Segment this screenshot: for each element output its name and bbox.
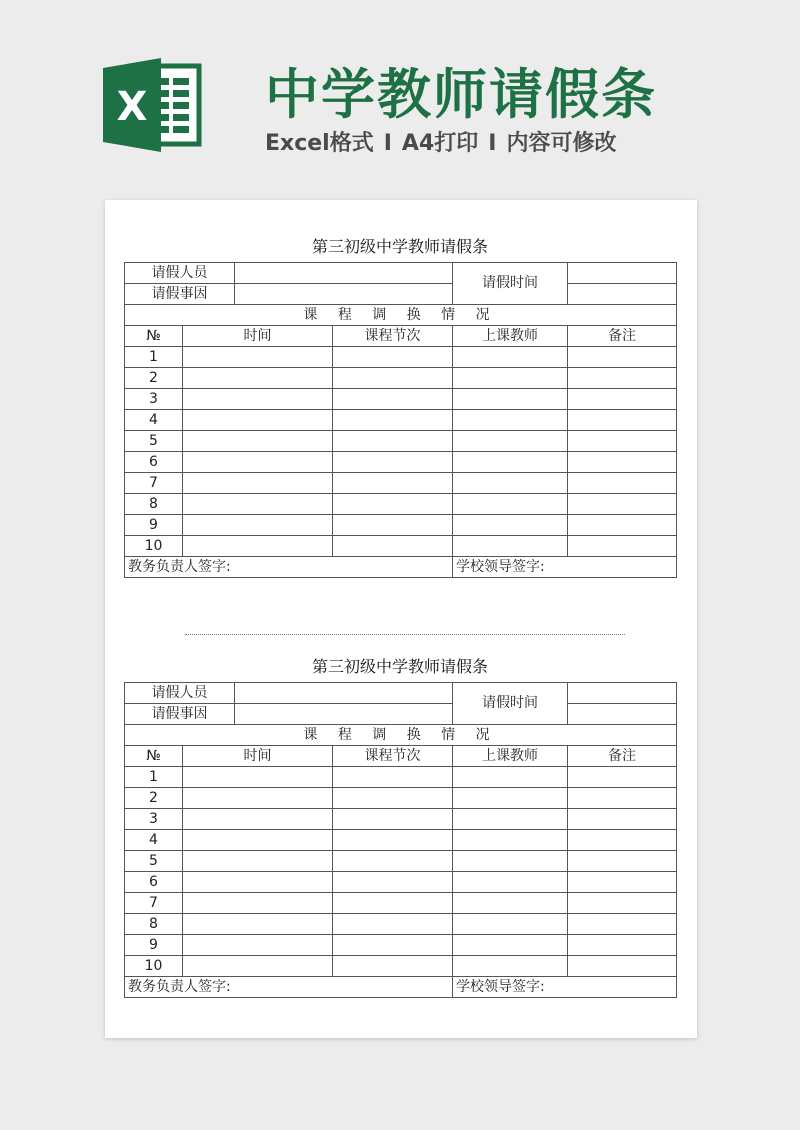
remarks-cell[interactable] [568, 956, 677, 977]
row-number: 8 [125, 914, 183, 935]
period-cell[interactable] [333, 431, 453, 452]
time-cell[interactable] [183, 536, 333, 557]
teacher-cell[interactable] [453, 410, 568, 431]
teacher-cell[interactable] [453, 914, 568, 935]
column-header-no: № [125, 746, 183, 767]
reason-label: 请假事因 [125, 284, 235, 305]
teacher-cell[interactable] [453, 389, 568, 410]
page-header [0, 0, 800, 190]
teacher-cell[interactable] [453, 368, 568, 389]
time-cell[interactable] [183, 788, 333, 809]
remarks-cell[interactable] [568, 893, 677, 914]
table-row [125, 347, 677, 368]
document-paper [105, 200, 697, 1038]
row-number: 1 [125, 347, 183, 368]
row-number: 5 [125, 851, 183, 872]
teacher-cell[interactable] [453, 809, 568, 830]
table-row [125, 893, 677, 914]
logo-letter: X [116, 84, 148, 130]
leave-table [124, 682, 677, 998]
leader-signature[interactable]: 学校领导签字: [453, 977, 677, 998]
table-row [125, 536, 677, 557]
table-row [125, 956, 677, 977]
column-header-time: 时间 [183, 746, 333, 767]
column-header-teacher: 上课教师 [453, 326, 568, 347]
remarks-cell[interactable] [568, 788, 677, 809]
cut-line-divider [185, 634, 625, 635]
remarks-cell[interactable] [568, 494, 677, 515]
teacher-cell[interactable] [453, 473, 568, 494]
period-cell[interactable] [333, 368, 453, 389]
period-cell[interactable] [333, 830, 453, 851]
teacher-cell[interactable] [453, 452, 568, 473]
teacher-cell[interactable] [453, 956, 568, 977]
row-number: 7 [125, 893, 183, 914]
table-row [125, 683, 677, 704]
table-row [125, 473, 677, 494]
remarks-cell[interactable] [568, 452, 677, 473]
remarks-cell[interactable] [568, 872, 677, 893]
page-subtitle [265, 126, 745, 157]
leave-time-value-cell[interactable] [568, 263, 677, 284]
table-row [125, 284, 677, 305]
table-row [125, 410, 677, 431]
column-header-time: 时间 [183, 326, 333, 347]
time-cell[interactable] [183, 767, 333, 788]
leave-time-value-cell[interactable] [568, 284, 677, 305]
subtitle-print: A4打印 [401, 131, 479, 156]
leave-time-value-cell[interactable] [568, 683, 677, 704]
time-cell[interactable] [183, 872, 333, 893]
time-cell[interactable] [183, 914, 333, 935]
table-row [125, 935, 677, 956]
teacher-cell[interactable] [453, 515, 568, 536]
teacher-cell[interactable] [453, 767, 568, 788]
row-number: 2 [125, 788, 183, 809]
schedule-section-title: 课 程 调 换 情 况 [125, 725, 677, 746]
teacher-cell[interactable] [453, 536, 568, 557]
teacher-cell[interactable] [453, 872, 568, 893]
row-number: 1 [125, 767, 183, 788]
remarks-cell[interactable] [568, 851, 677, 872]
remarks-cell[interactable] [568, 389, 677, 410]
teacher-cell[interactable] [453, 788, 568, 809]
leader-signature[interactable]: 学校领导签字: [453, 557, 677, 578]
row-number: 10 [125, 536, 183, 557]
remarks-cell[interactable] [568, 809, 677, 830]
time-cell[interactable] [183, 347, 333, 368]
period-cell[interactable] [333, 473, 453, 494]
row-number: 2 [125, 368, 183, 389]
signature-row [125, 977, 677, 998]
row-number: 6 [125, 452, 183, 473]
table-row [125, 263, 677, 284]
period-cell[interactable] [333, 494, 453, 515]
row-number: 6 [125, 872, 183, 893]
column-header-teacher: 上课教师 [453, 746, 568, 767]
person-value-cell[interactable] [235, 263, 453, 284]
affairs-signature[interactable]: 教务负责人签字: [125, 557, 453, 578]
teacher-cell[interactable] [453, 893, 568, 914]
remarks-cell[interactable] [568, 368, 677, 389]
period-cell[interactable] [333, 389, 453, 410]
reason-label: 请假事因 [125, 704, 235, 725]
form-title: 第三初级中学教师请假条 [311, 237, 488, 256]
table-row [125, 431, 677, 452]
table-row [125, 830, 677, 851]
table-row [125, 788, 677, 809]
remarks-cell[interactable] [568, 347, 677, 368]
time-cell[interactable] [183, 515, 333, 536]
time-cell[interactable] [183, 851, 333, 872]
table-header-row [125, 746, 677, 767]
period-cell[interactable] [333, 893, 453, 914]
row-number: 9 [125, 515, 183, 536]
time-cell[interactable] [183, 830, 333, 851]
reason-value-cell[interactable] [235, 284, 453, 305]
row-number: 10 [125, 956, 183, 977]
teacher-cell[interactable] [453, 935, 568, 956]
time-cell[interactable] [183, 494, 333, 515]
remarks-cell[interactable] [568, 767, 677, 788]
table-row [125, 452, 677, 473]
row-number: 9 [125, 935, 183, 956]
table-row [125, 704, 677, 725]
column-header-period: 课程节次 [333, 746, 453, 767]
leave-form-1 [124, 236, 676, 578]
row-number: 4 [125, 830, 183, 851]
row-number: 4 [125, 410, 183, 431]
reason-value-cell[interactable] [235, 704, 453, 725]
subtitle-editable: 内容可修改 [506, 131, 617, 156]
column-header-remarks: 备注 [568, 326, 677, 347]
schedule-section-title: 课 程 调 换 情 况 [125, 305, 677, 326]
remarks-cell[interactable] [568, 410, 677, 431]
signature-row [125, 557, 677, 578]
table-row [125, 515, 677, 536]
table-row [125, 914, 677, 935]
time-cell[interactable] [183, 893, 333, 914]
period-cell[interactable] [333, 872, 453, 893]
period-cell[interactable] [333, 536, 453, 557]
subtitle-separator: I [383, 131, 392, 156]
period-cell[interactable] [333, 809, 453, 830]
page-title: 中学教师请假条 [265, 63, 657, 126]
row-number: 8 [125, 494, 183, 515]
leave-time-value-cell[interactable] [568, 704, 677, 725]
time-cell[interactable] [183, 410, 333, 431]
remarks-cell[interactable] [568, 536, 677, 557]
person-label: 请假人员 [125, 683, 235, 704]
table-row [125, 389, 677, 410]
table-row [125, 494, 677, 515]
period-cell[interactable] [333, 914, 453, 935]
table-row [125, 872, 677, 893]
row-number: 7 [125, 473, 183, 494]
remarks-cell[interactable] [568, 473, 677, 494]
row-number: 5 [125, 431, 183, 452]
time-cell[interactable] [183, 935, 333, 956]
leave-form-2 [124, 656, 676, 998]
teacher-cell[interactable] [453, 494, 568, 515]
teacher-cell[interactable] [453, 851, 568, 872]
period-cell[interactable] [333, 956, 453, 977]
period-cell[interactable] [333, 410, 453, 431]
period-cell[interactable] [333, 452, 453, 473]
time-cell[interactable] [183, 809, 333, 830]
time-cell[interactable] [183, 431, 333, 452]
table-row [125, 767, 677, 788]
time-cell[interactable] [183, 473, 333, 494]
leave-time-label: 请假时间 [453, 263, 568, 305]
period-cell[interactable] [333, 347, 453, 368]
affairs-signature[interactable]: 教务负责人签字: [125, 977, 453, 998]
form-title: 第三初级中学教师请假条 [311, 657, 488, 676]
excel-logo-icon [103, 56, 203, 154]
remarks-cell[interactable] [568, 914, 677, 935]
teacher-cell[interactable] [453, 431, 568, 452]
period-cell[interactable] [333, 788, 453, 809]
remarks-cell[interactable] [568, 935, 677, 956]
time-cell[interactable] [183, 389, 333, 410]
leave-time-label: 请假时间 [453, 683, 568, 725]
teacher-cell[interactable] [453, 830, 568, 851]
time-cell[interactable] [183, 956, 333, 977]
column-header-period: 课程节次 [333, 326, 453, 347]
teacher-cell[interactable] [453, 347, 568, 368]
row-number: 3 [125, 809, 183, 830]
remarks-cell[interactable] [568, 830, 677, 851]
row-number: 3 [125, 389, 183, 410]
table-header-row [125, 326, 677, 347]
time-cell[interactable] [183, 452, 333, 473]
subtitle-format: Excel格式 [265, 131, 374, 156]
period-cell[interactable] [333, 935, 453, 956]
period-cell[interactable] [333, 767, 453, 788]
person-value-cell[interactable] [235, 683, 453, 704]
column-header-remarks: 备注 [568, 746, 677, 767]
time-cell[interactable] [183, 368, 333, 389]
table-row [125, 368, 677, 389]
remarks-cell[interactable] [568, 515, 677, 536]
table-row [125, 305, 677, 326]
table-row [125, 725, 677, 746]
subtitle-separator: I [488, 131, 497, 156]
table-row [125, 809, 677, 830]
remarks-cell[interactable] [568, 431, 677, 452]
table-row [125, 851, 677, 872]
leave-table [124, 262, 677, 578]
period-cell[interactable] [333, 515, 453, 536]
person-label: 请假人员 [125, 263, 235, 284]
column-header-no: № [125, 326, 183, 347]
period-cell[interactable] [333, 851, 453, 872]
